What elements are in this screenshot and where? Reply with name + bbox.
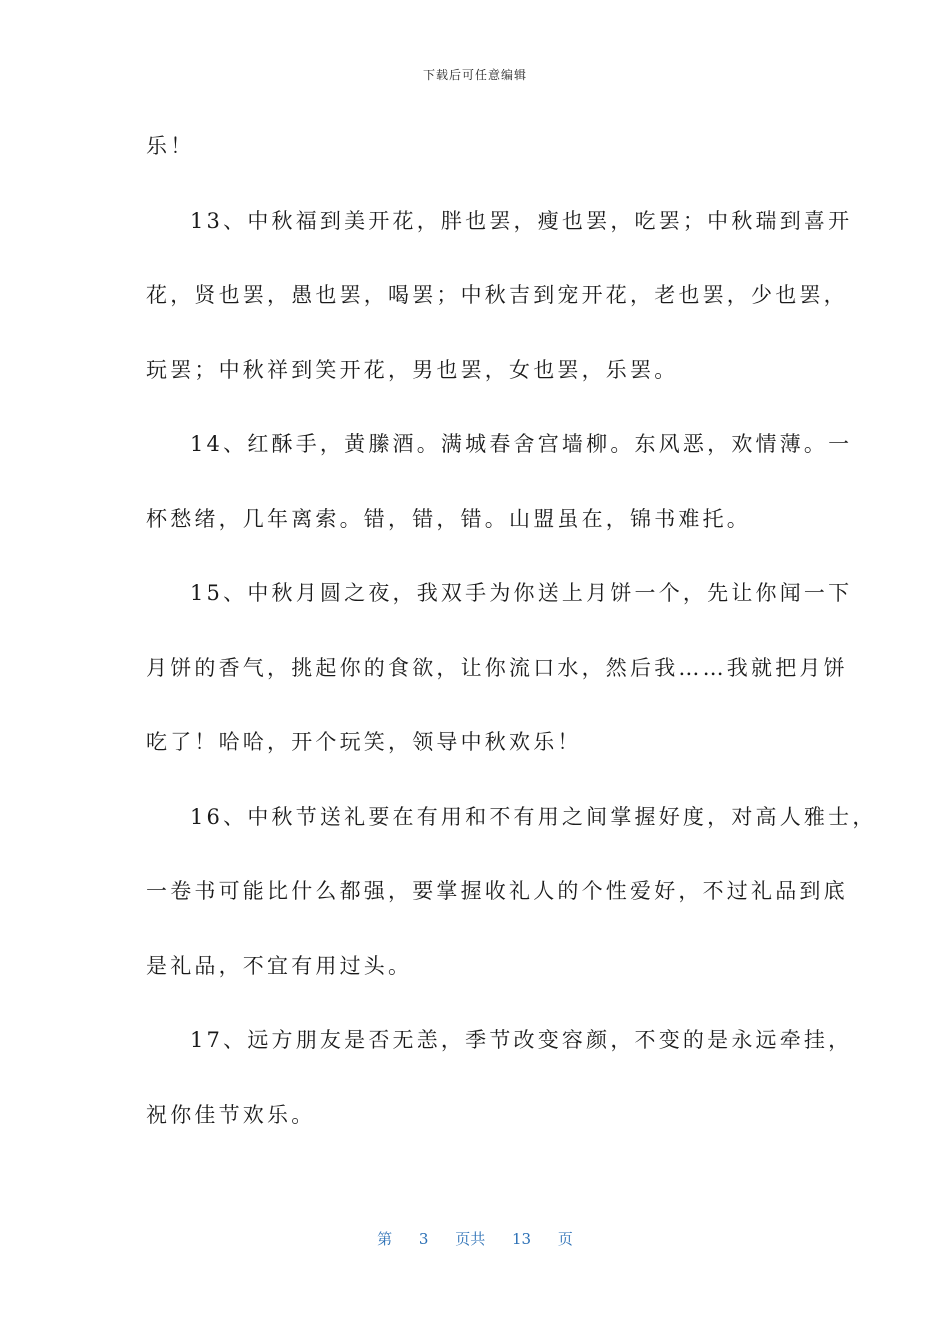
text-line: 玩罢；中秋祥到笑开花，男也罢，女也罢，乐罢。: [146, 357, 679, 382]
text-line: 14、红酥手，黄縢酒。满城春舍宫墙柳。东风恶，欢情薄。一: [190, 432, 853, 456]
text-line: 17、远方朋友是否无恙，季节改变容颜，不变的是永远牵挂，: [190, 1028, 853, 1052]
text-line: 15、中秋月圆之夜，我双手为你送上月饼一个，先让你闻一下: [190, 581, 853, 605]
text-line: 月饼的香气，挑起你的食欲，让你流口水，然后我……我就把月饼: [146, 655, 848, 680]
document-body: [146, 128, 877, 1171]
page-header: 下载后可任意编辑: [422, 68, 527, 82]
text-line: 吃了！哈哈，开个玩笑，领导中秋欢乐！: [146, 730, 582, 754]
total-pages: 13: [512, 1230, 532, 1248]
page-number: 3: [418, 1230, 429, 1248]
text-line: 16、中秋节送礼要在有用和不有用之间掌握好度，对高人雅士，: [190, 804, 877, 829]
text-line: 是礼品，不宜有用过头。: [146, 953, 413, 978]
page-label: 第: [377, 1230, 393, 1248]
text-line: 祝你佳节欢乐。: [146, 1102, 316, 1127]
page-footer: [0, 1228, 950, 1249]
text-line: 一卷书可能比什么都强，要掌握收礼人的个性爱好，不过礼品到底: [146, 879, 848, 903]
text-line: 花，贤也罢，愚也罢，喝罢；中秋吉到宠开花，老也罢，少也罢，: [146, 283, 848, 307]
text-line: 乐！: [146, 134, 195, 158]
page-suffix: 页: [557, 1230, 573, 1248]
page-separator: 页共: [455, 1230, 486, 1248]
text-line: 杯愁绪，几年离索。错，错，错。山盟虽在，锦书难托。: [146, 506, 751, 531]
text-line: 13、中秋福到美开花，胖也罢，瘦也罢，吃罢；中秋瑞到喜开: [190, 208, 853, 233]
